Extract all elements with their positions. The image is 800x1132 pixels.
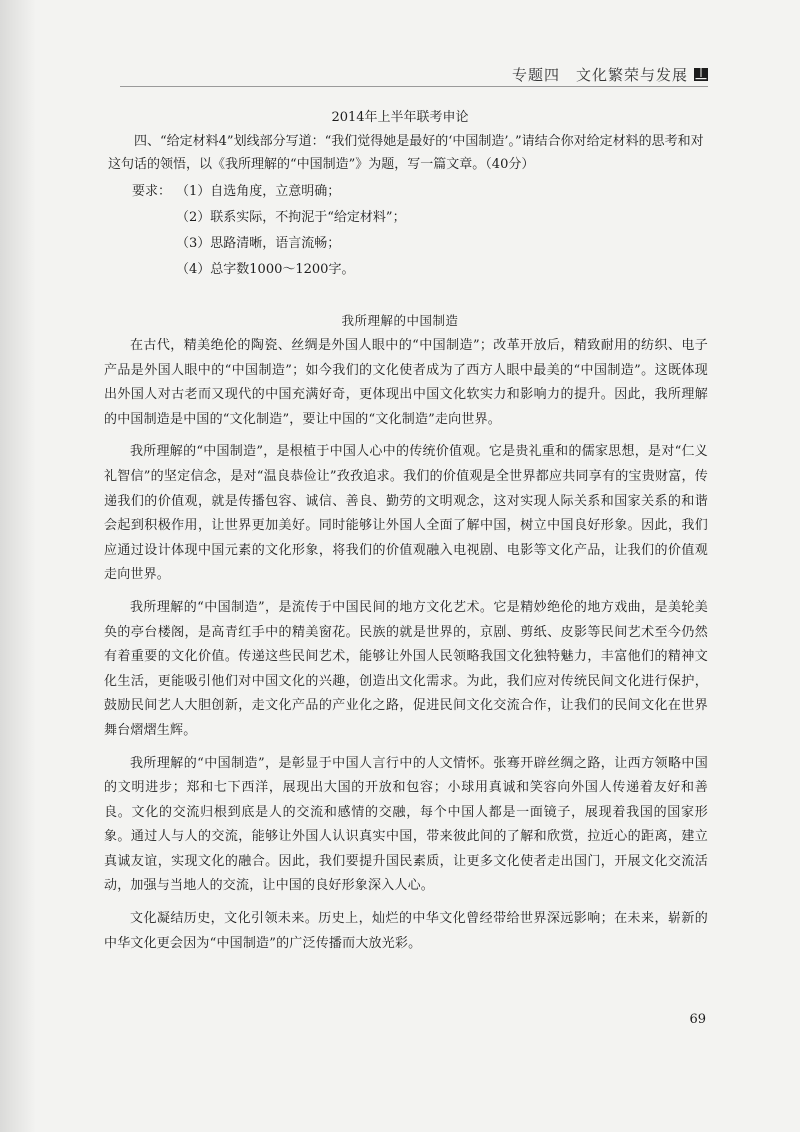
question-prompt (108, 130, 708, 176)
requirement-item: （2）联系实际，不拘泥于“给定材料”； (176, 210, 406, 225)
essay-paragraph: 在古代，精美绝伦的陶瓷、丝绸是外国人眼中的“中国制造”；改革开放后，精致耐用的纺织、电子产品是外国人眼中的“中国制造”；如今我们的文化使者成为了西方人眼中最美的“中国制造”。这既体现出外国人对古老而又现代的中国充满好奇，更体现出中国文化软实力和影响力的提升。因此，我所理解的中国制造是中国的“文化制造”，要让中国的“文化制造”走向世界。 (104, 338, 708, 427)
essay-title: 我所理解的中国制造 (341, 313, 459, 328)
requirement-item: （4）总字数1000～1200字。 (176, 262, 355, 277)
running-header (512, 64, 708, 85)
page-number: 69 (689, 1012, 706, 1027)
requirements-label: 要求： (132, 184, 172, 199)
essay-paragraph: 我所理解的“中国制造”，是根植于中国人心中的传统价值观。它是贵礼重和的儒家思想，是对“仁义礼智信”的坚定信念，是对“温良恭俭让”孜孜追求。我们的价值观是全世界都应共同享有的宝贵财富，传递我们的价值观，就是传播包容、诚信、善良、勤劳的文明观念，这对实现人际关系和国家关系的和谐会起到积极作用，让世界更加美好。同时能够让外国人全面了解中国，树立中国良好形象。因此，我们应通过设计体现中国元素的文化形象，将我们的价值观融入电视剧、电影等文化产品，让我们的价值观走向世界。 (104, 444, 708, 583)
section-title: 专题四 文化繁荣与发展 (511, 66, 688, 84)
exam-title: 2014年上半年联考申论 (331, 110, 469, 125)
essay-paragraph: 文化凝结历史，文化引领未来。历史上，灿烂的中华文化曾经带给世界深远影响；在未来，崭新的中华文化更会因为“中国制造”的广泛传播而大放光彩。 (104, 911, 708, 951)
question-text: 四、“给定材料4”划线部分写道：“我们觉得她是最好的‘中国制造’。”请结合你对给定材料的思考和对这句话的领悟，以《我所理解的“中国制造”》为题，写一篇文章。（40分） (108, 134, 704, 172)
essay-paragraph: 我所理解的“中国制造”，是彰显于中国人言行中的人文情怀。张骞开辟丝绸之路，让西方领略中国的文明进步；郑和七下西洋，展现出大国的开放和包容；小球用真诚和笑容向外国人传递着友好和善良。文化的交流归根到底是人的交流和感情的交融，每个中国人都是一面镜子，展现着我国的国家形象。通过人与人的交流，能够让外国人认识真实中国，带来彼此间的了解和欣赏，拉近心的距离，建立真诚友谊，实现文化的融合。因此，我们要提升国民素质，让更多文化使者走出国门，开展文化交流活动，加强与当地人的交流，让中国的良好形象深入人心。 (104, 755, 708, 894)
scan-shadow (0, 0, 36, 1132)
book-icon (694, 68, 708, 81)
header-rule (120, 86, 708, 87)
requirement-item: （3）思路清晰，语言流畅； (176, 236, 341, 251)
essay-paragraph: 我所理解的“中国制造”，是流传于中国民间的地方文化艺术。它是精妙绝伦的地方戏曲，是美轮美奂的亭台楼阁，是高青红手中的精美窗花。民族的就是世界的，京剧、剪纸、皮影等民间艺术至今仍然有着重要的文化价值。传递这些民间艺术，能够让外国人民领略我国文化独特魅力，丰富他们的精神文化生活，更能吸引他们对中国文化的兴趣，创造出文化需求。为此，我们应对传统民间文化进行保护，鼓励民间艺人大胆创新，走文化产品的产业化之路，促进民间文化交流合作，让我们的民间文化在世界舞台熠熠生辉。 (104, 599, 708, 738)
essay-body (104, 334, 708, 964)
requirement-item: （1）自选角度，立意明确； (176, 184, 341, 199)
